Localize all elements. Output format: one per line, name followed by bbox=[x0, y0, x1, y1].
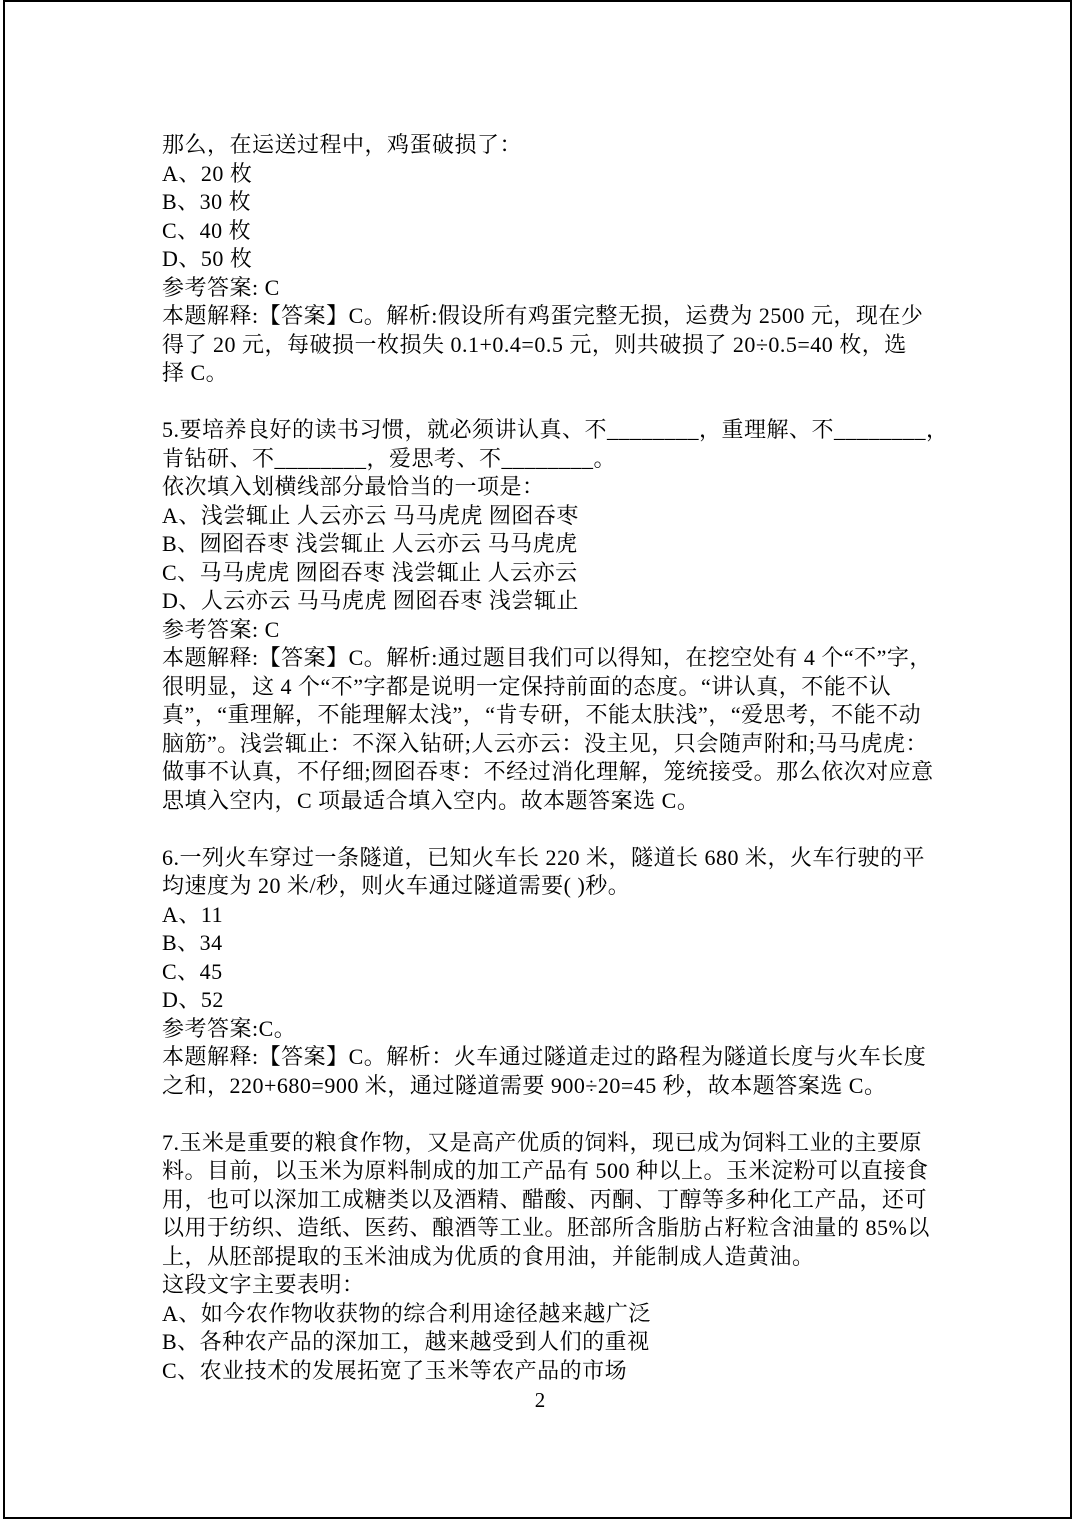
text-line: A、11 bbox=[162, 901, 224, 927]
text-line: B、30 枚 bbox=[162, 189, 252, 214]
text-line: B、各种农产品的深加工，越来越受到人们的重视 bbox=[162, 1329, 650, 1354]
question-6-section bbox=[162, 844, 927, 1101]
text-line: 本题解释:【答案】C。解析：火车通过隧道走过的路程为隧道长度与火车长度 bbox=[162, 1044, 927, 1069]
text-line: 那么，在运送过程中，鸡蛋破损了： bbox=[162, 132, 523, 157]
question-5-section bbox=[162, 416, 949, 815]
text-line: D、50 枚 bbox=[162, 246, 253, 271]
text-line: A、如今农作物收获物的综合利用途径越来越广泛 bbox=[162, 1300, 651, 1326]
text-line: C、农业技术的发展拓宽了玉米等农产品的市场 bbox=[162, 1357, 628, 1383]
text-line: 思填入空内，C 项最适合填入空内。故本题答案选 C。 bbox=[162, 787, 700, 813]
text-line: 做事不认真，不仔细;囫囵吞枣：不经过消化理解，笼统接受。那么依次对应意 bbox=[162, 759, 934, 784]
text-line: D、52 bbox=[162, 987, 224, 1012]
text-line: D、人云亦云 马马虎虎 囫囵吞枣 浅尝辄止 bbox=[162, 588, 579, 613]
text-line: A、浅尝辄止 人云亦云 马马虎虎 囫囵吞枣 bbox=[162, 502, 579, 528]
text-line: 很明显，这 4 个“不”字都是说明一定保持前面的态度。“讲认真，不能不认 bbox=[162, 673, 892, 699]
text-line: 参考答案: C bbox=[162, 616, 280, 642]
text-line: 本题解释:【答案】C。解析:通过题目我们可以得知，在挖空处有 4 个“不”字， bbox=[162, 645, 932, 670]
text-line: 真”，“重理解，不能理解太浅”，“肯专研，不能太肤浅”，“爱思考，不能不动 bbox=[162, 702, 922, 727]
text-line: 以用于纺织、造纸、医药、酿酒等工业。胚部所含脂肪占籽粒含油量的 85%以 bbox=[162, 1215, 930, 1240]
text-line: 依次填入划横线部分最恰当的一项是： bbox=[162, 474, 545, 499]
text-line: 之和，220+680=900 米，通过隧道需要 900÷20=45 秒，故本题答案选 C。 bbox=[162, 1072, 887, 1098]
text-line: 参考答案:C。 bbox=[162, 1015, 297, 1041]
text-line: B、囫囵吞枣 浅尝辄止 人云亦云 马马虎虎 bbox=[162, 531, 578, 556]
text-line: 6.一列火车穿过一条隧道，已知火车长 220 米，隧道长 680 米，火车行驶的平 bbox=[162, 844, 926, 870]
text-line: C、马马虎虎 囫囵吞枣 浅尝辄止 人云亦云 bbox=[162, 559, 578, 585]
text-line: 均速度为 20 米/秒，则火车通过隧道需要( )秒。 bbox=[162, 873, 631, 898]
text-line: 料。目前，以玉米为原料制成的加工产品有 500 种以上。玉米淀粉可以直接食 bbox=[162, 1158, 929, 1183]
text-line: 7.玉米是重要的粮食作物，又是高产优质的饲料，现已成为饲料工业的主要原 bbox=[162, 1129, 923, 1155]
text-line: 5.要培养良好的读书习惯，就必须讲认真、不________，重理解、不________， bbox=[162, 417, 949, 442]
text-line: A、20 枚 bbox=[162, 160, 253, 186]
text-line: C、40 枚 bbox=[162, 217, 252, 243]
text-line: 择 C。 bbox=[162, 360, 229, 385]
question-4-answer-section bbox=[162, 131, 927, 388]
page-number: 2 bbox=[534, 1388, 546, 1412]
text-line: B、34 bbox=[162, 930, 223, 955]
text-line: C、45 bbox=[162, 958, 223, 984]
document-content bbox=[162, 131, 949, 1385]
text-line: 得了 20 元，每破损一枚损失 0.1+0.4=0.5 元，则共破损了 20÷0.5=40 枚，选 bbox=[162, 331, 907, 357]
question-7-section bbox=[162, 1129, 930, 1386]
text-line: 本题解释:【答案】C。解析:假设所有鸡蛋完整无损，运费为 2500 元，现在少 bbox=[162, 303, 924, 328]
text-line: 上，从胚部提取的玉米油成为优质的食用油，并能制成人造黄油。 bbox=[162, 1243, 815, 1269]
text-line: 脑筋”。浅尝辄止：不深入钻研;人云亦云：没主见，只会随声附和;马马虎虎： bbox=[162, 730, 928, 756]
text-line: 这段文字主要表明： bbox=[162, 1272, 365, 1297]
text-line: 用，也可以深加工成糖类以及酒精、醋酸、丙酮、丁醇等多种化工产品，还可 bbox=[162, 1186, 928, 1212]
text-line: 参考答案: C bbox=[162, 274, 280, 300]
text-line: 肯钻研、不________，爱思考、不________。 bbox=[162, 445, 617, 471]
